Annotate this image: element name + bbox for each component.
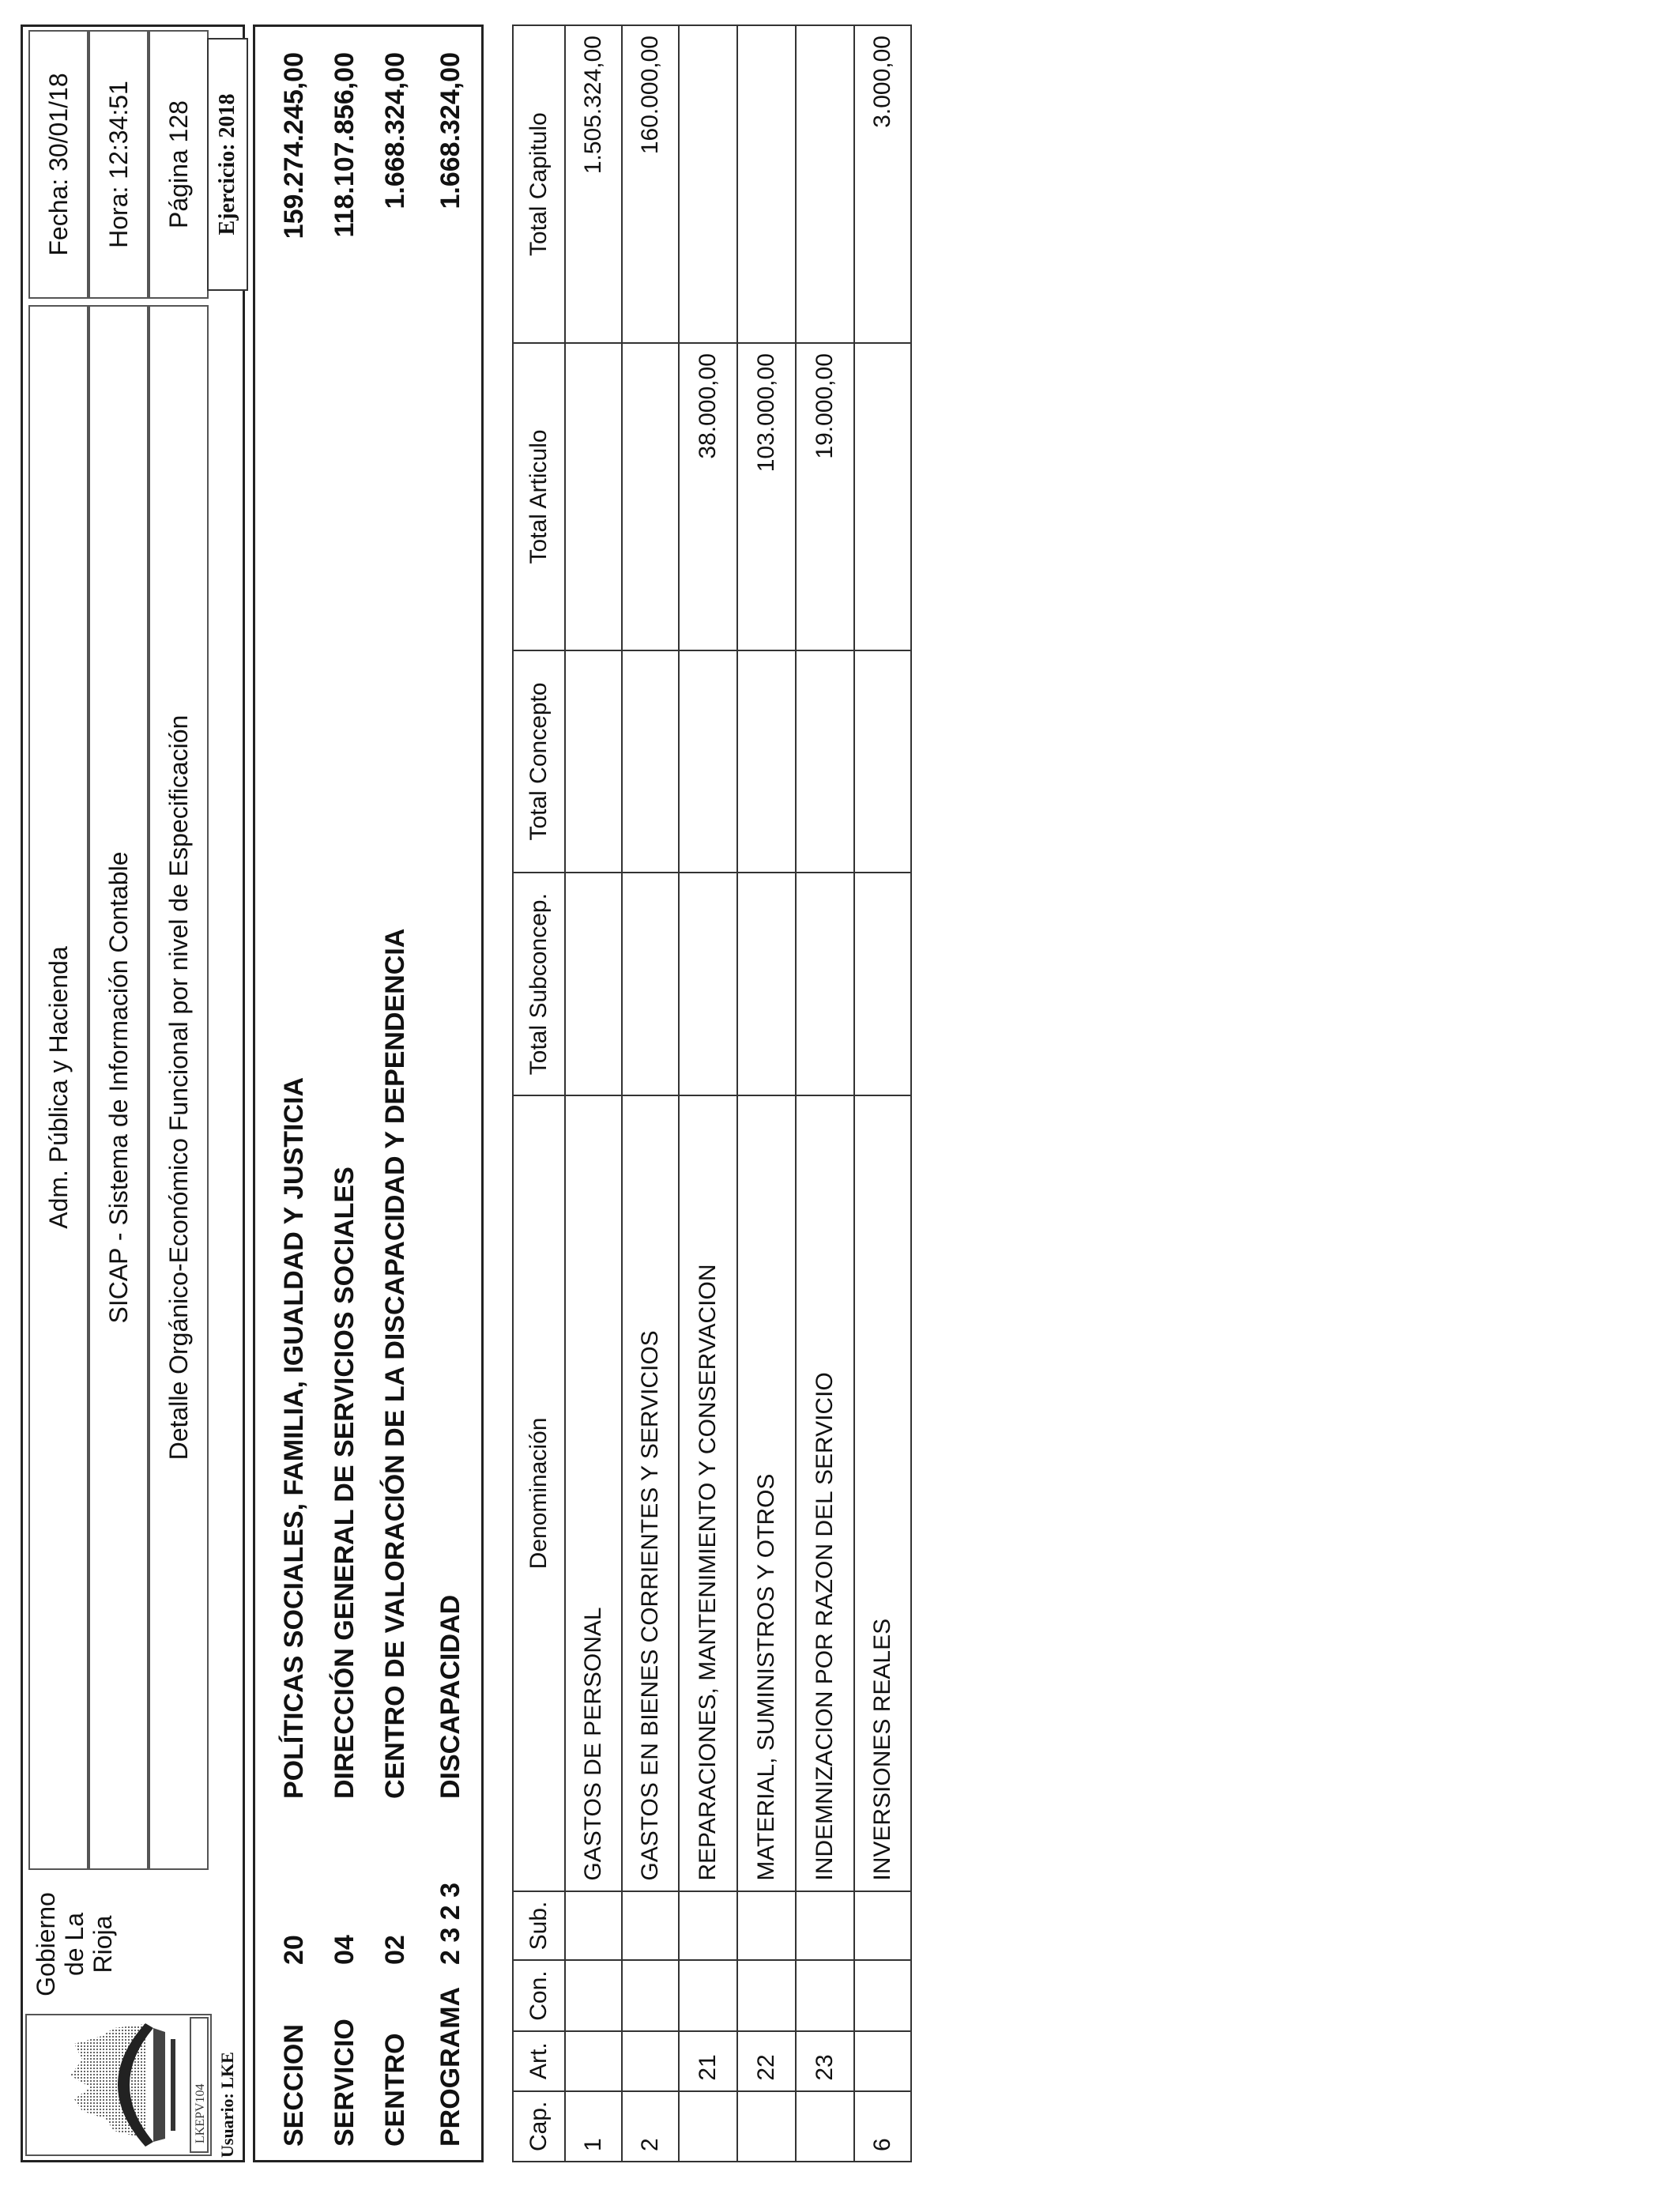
cell-total-concepto bbox=[737, 650, 796, 873]
logo-box bbox=[25, 2014, 212, 2156]
cell-art bbox=[622, 2031, 679, 2091]
cell-art: 22 bbox=[737, 2031, 796, 2091]
cell-total-capitulo: 1.505.324,00 bbox=[565, 25, 622, 343]
table-row bbox=[565, 25, 622, 2162]
cell-total-subconcepto bbox=[854, 873, 911, 1095]
cell-total-concepto bbox=[679, 650, 737, 873]
org-name: Gobierno de La Rioja bbox=[32, 1892, 117, 1996]
cell-total-capitulo bbox=[737, 25, 796, 343]
report-date: Fecha: 30/01/18 bbox=[28, 30, 89, 299]
cell-art: 21 bbox=[679, 2031, 737, 2091]
cell-sub bbox=[679, 1891, 737, 1961]
cell-total-subconcepto bbox=[565, 873, 622, 1095]
classification-label: SERVICIO bbox=[330, 2019, 360, 2147]
classification-description: DISCAPACIDAD bbox=[435, 1594, 465, 1799]
cell-denominacion: GASTOS EN BIENES CORRIENTES Y SERVICIOS bbox=[622, 1095, 679, 1891]
classification-row-programa bbox=[425, 44, 476, 2147]
classification-label: CENTRO bbox=[380, 2033, 410, 2147]
cell-total-concepto bbox=[565, 650, 622, 873]
col-header-total-concepto: Total Concepto bbox=[513, 650, 565, 873]
cell-total-concepto bbox=[854, 650, 911, 873]
table-header-row bbox=[513, 25, 565, 2162]
rioja-logo-icon bbox=[27, 2015, 185, 2154]
cell-total-capitulo: 3.000,00 bbox=[854, 25, 911, 343]
cell-total-articulo: 38.000,00 bbox=[679, 343, 737, 650]
classification-row-centro bbox=[370, 44, 420, 2147]
col-header-total-articulo: Total Articulo bbox=[513, 343, 565, 650]
budget-table bbox=[512, 25, 912, 2162]
classification-amount: 1.668.324,00 bbox=[380, 52, 410, 209]
cell-total-concepto bbox=[796, 650, 854, 873]
classification-amount: 118.107.856,00 bbox=[330, 52, 360, 238]
classification-amount: 1.668.324,00 bbox=[435, 52, 465, 209]
page-number: Página 128 bbox=[149, 30, 209, 299]
cell-con bbox=[565, 1960, 622, 2030]
cell-art: 23 bbox=[796, 2031, 854, 2091]
table-row bbox=[737, 25, 796, 2162]
cell-total-articulo bbox=[565, 343, 622, 650]
classification-code: 02 bbox=[380, 1935, 410, 1965]
col-header-denominacion: Denominación bbox=[513, 1095, 565, 1891]
logo-label: LKEPV104 bbox=[190, 2017, 209, 2153]
cell-sub bbox=[796, 1891, 854, 1961]
cell-denominacion: GASTOS DE PERSONAL bbox=[565, 1095, 622, 1891]
cell-cap bbox=[679, 2091, 737, 2162]
classification-description: POLÍTICAS SOCIALES, FAMILIA, IGUALDAD Y JUSTICIA bbox=[279, 1076, 309, 1799]
col-header-sub: Sub. bbox=[513, 1891, 565, 1961]
classification-amount: 159.274.245,00 bbox=[279, 52, 309, 239]
cell-total-subconcepto bbox=[796, 873, 854, 1095]
cell-total-capitulo bbox=[796, 25, 854, 343]
classification-description: DIRECCIÓN GENERAL DE SERVICIOS SOCIALES bbox=[330, 1167, 360, 1799]
cell-sub bbox=[565, 1891, 622, 1961]
cell-total-subconcepto bbox=[622, 873, 679, 1095]
cell-con bbox=[679, 1960, 737, 2030]
cell-total-articulo bbox=[854, 343, 911, 650]
table-row bbox=[622, 25, 679, 2162]
cell-sub bbox=[737, 1891, 796, 1961]
classification-description: CENTRO DE VALORACIÓN DE LA DISCAPACIDAD Y DEPENDENCIA bbox=[380, 928, 410, 1799]
classification-code: 2 3 2 3 bbox=[435, 1883, 465, 1965]
cell-denominacion: INVERSIONES REALES bbox=[854, 1095, 911, 1891]
title-report: Detalle Orgánico-Económico Funcional por nivel de Especificación bbox=[149, 305, 209, 1870]
title-system: SICAP - Sistema de Información Contable bbox=[89, 305, 149, 1870]
cell-cap: 2 bbox=[622, 2091, 679, 2162]
cell-cap: 1 bbox=[565, 2091, 622, 2162]
cell-denominacion: REPARACIONES, MANTENIMIENTO Y CONSERVACION bbox=[679, 1095, 737, 1891]
classification-row-servicio bbox=[319, 44, 370, 2147]
cell-art bbox=[565, 2031, 622, 2091]
cell-total-subconcepto bbox=[679, 873, 737, 1095]
cell-con bbox=[737, 1960, 796, 2030]
cell-denominacion: MATERIAL, SUMINISTROS Y OTROS bbox=[737, 1095, 796, 1891]
cell-art bbox=[854, 2031, 911, 2091]
cell-total-articulo bbox=[622, 343, 679, 650]
table-row bbox=[854, 25, 911, 2162]
cell-con bbox=[622, 1960, 679, 2030]
col-header-total-subconcepto: Total Subconcep. bbox=[513, 873, 565, 1095]
cell-cap bbox=[737, 2091, 796, 2162]
table-row bbox=[796, 25, 854, 2162]
fiscal-year-badge: Ejercicio: 2018 bbox=[207, 38, 248, 291]
cell-sub bbox=[622, 1891, 679, 1961]
cell-total-subconcepto bbox=[737, 873, 796, 1095]
classification-code: 20 bbox=[279, 1935, 309, 1965]
table-row bbox=[679, 25, 737, 2162]
col-header-art: Art. bbox=[513, 2031, 565, 2091]
cell-denominacion: INDEMNIZACION POR RAZON DEL SERVICIO bbox=[796, 1095, 854, 1891]
cell-con bbox=[796, 1960, 854, 2030]
cell-total-capitulo bbox=[679, 25, 737, 343]
title-department: Adm. Pública y Hacienda bbox=[28, 305, 89, 1870]
cell-total-articulo: 19.000,00 bbox=[796, 343, 854, 650]
classification-row-seccion bbox=[269, 44, 319, 2147]
col-header-total-capitulo: Total Capitulo bbox=[513, 25, 565, 343]
cell-con bbox=[854, 1960, 911, 2030]
cell-sub bbox=[854, 1891, 911, 1961]
cell-total-capitulo: 160.000,00 bbox=[622, 25, 679, 343]
cell-total-concepto bbox=[622, 650, 679, 873]
col-header-cap: Cap. bbox=[513, 2091, 565, 2162]
col-header-con: Con. bbox=[513, 1960, 565, 2030]
classification-code: 04 bbox=[330, 1935, 360, 1965]
cell-total-articulo: 103.000,00 bbox=[737, 343, 796, 650]
report-time: Hora: 12:34:51 bbox=[89, 30, 149, 299]
cell-cap: 6 bbox=[854, 2091, 911, 2162]
user-label: Usuario: LKE bbox=[217, 2052, 237, 2158]
classification-label: PROGRAMA bbox=[435, 1986, 465, 2147]
classification-label: SECCION bbox=[279, 2024, 309, 2147]
cell-cap bbox=[796, 2091, 854, 2162]
